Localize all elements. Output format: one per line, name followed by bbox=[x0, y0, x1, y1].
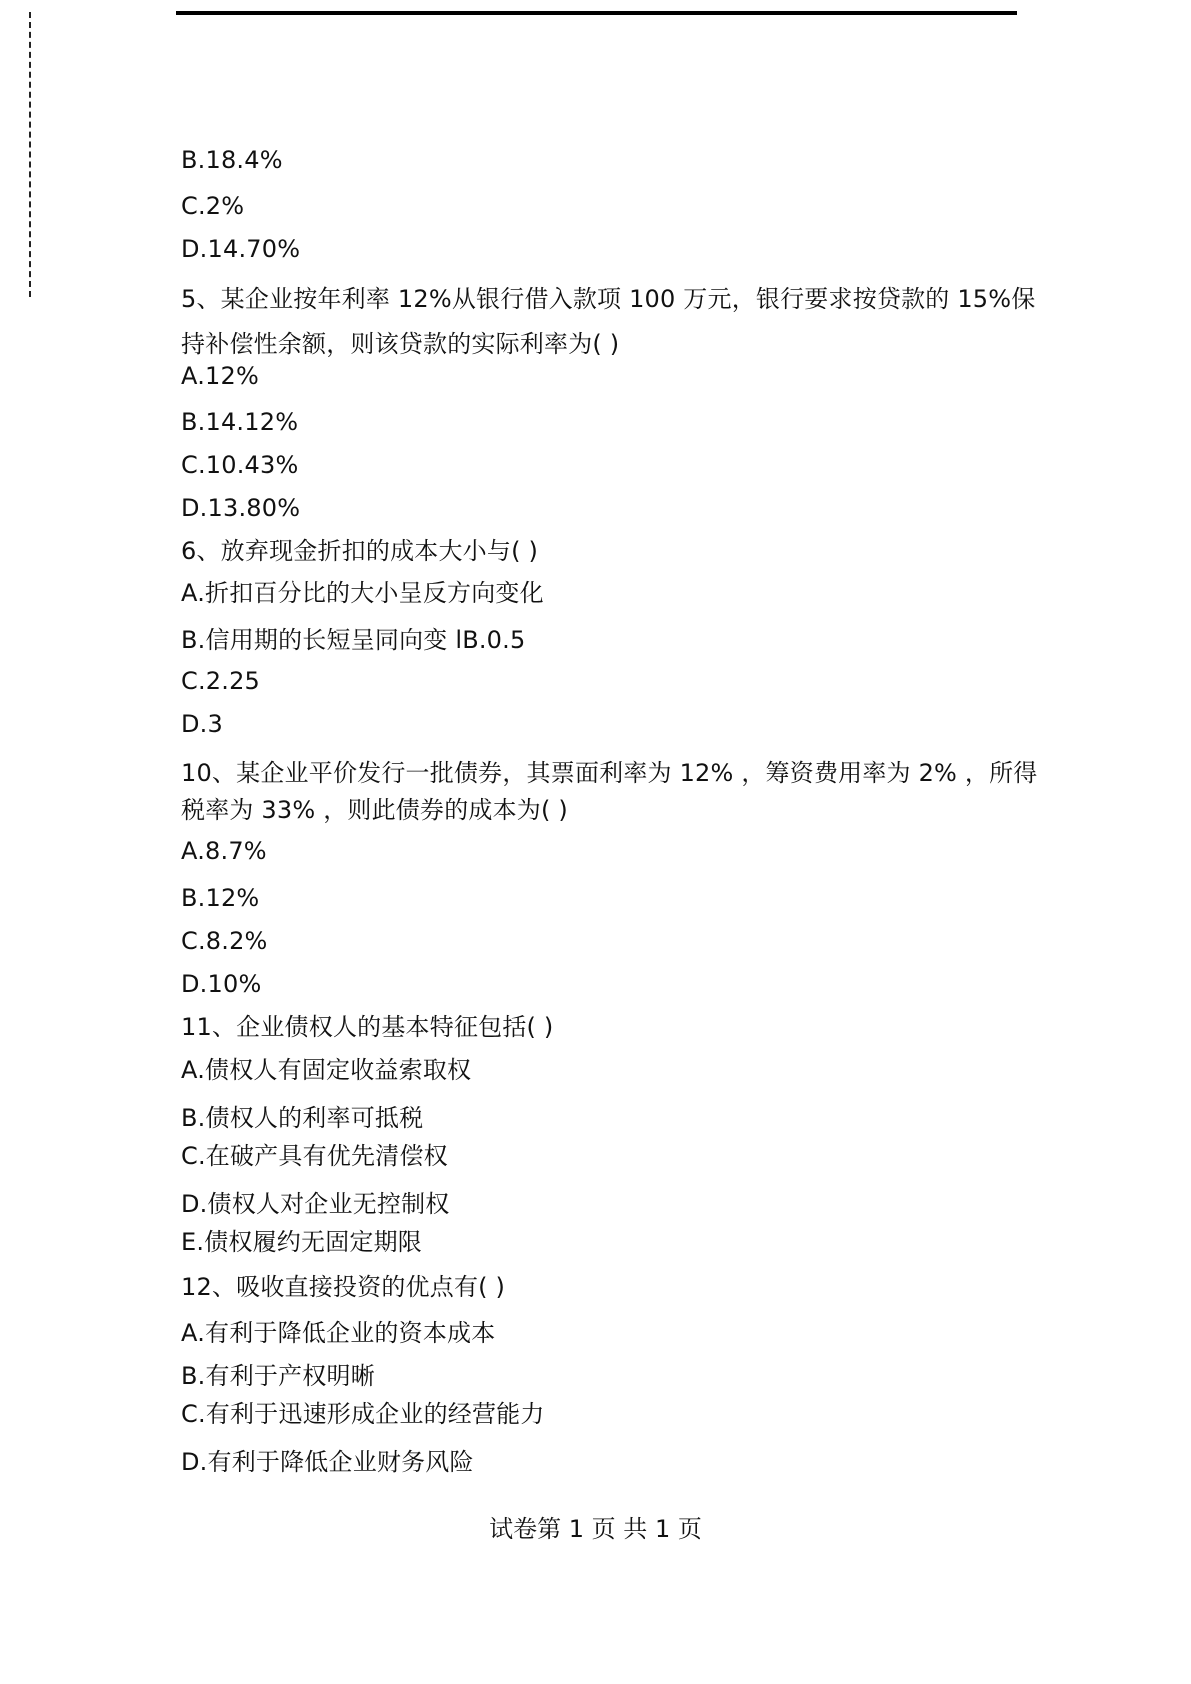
option-line: B.14.12% bbox=[181, 408, 299, 436]
page-footer: 试卷第 1 页 共 1 页 bbox=[489, 1515, 702, 1543]
option-line: B.18.4% bbox=[181, 146, 283, 174]
option-line: C.8.2% bbox=[181, 927, 268, 955]
option-line: B.债权人的利率可抵税 bbox=[181, 1104, 424, 1132]
option-line: A.12% bbox=[181, 362, 259, 390]
option-line: E.债权履约无固定期限 bbox=[181, 1228, 422, 1256]
option-line: A.折扣百分比的大小呈反方向变化 bbox=[181, 579, 544, 607]
option-line: A.债权人有固定收益索取权 bbox=[181, 1056, 472, 1084]
question-line: 税率为 33% ，则此债券的成本为( ) bbox=[181, 796, 568, 824]
question-line: 6、放弃现金折扣的成本大小与( ) bbox=[181, 537, 539, 565]
option-line: C.有利于迅速形成企业的经营能力 bbox=[181, 1400, 545, 1428]
option-line: A.有利于降低企业的资本成本 bbox=[181, 1319, 496, 1347]
option-line: D.14.70% bbox=[181, 235, 301, 263]
question-line: 11、企业债权人的基本特征包括( ) bbox=[181, 1013, 554, 1041]
binding-margin-line bbox=[29, 12, 31, 297]
header-rule bbox=[176, 11, 1017, 15]
question-line: 10、某企业平价发行一批债券，其票面利率为 12% ，筹资费用率为 2% ，所得 bbox=[181, 759, 1038, 787]
option-line: B.12% bbox=[181, 884, 260, 912]
option-line: B.信用期的长短呈同向变 lB.0.5 bbox=[181, 626, 526, 654]
option-line: D.10% bbox=[181, 970, 262, 998]
option-line: C.2% bbox=[181, 192, 245, 220]
question-line: 持补偿性余额，则该贷款的实际利率为( ) bbox=[181, 330, 620, 358]
option-line: D.3 bbox=[181, 710, 223, 738]
option-line: C.2.25 bbox=[181, 667, 261, 695]
option-line: D.有利于降低企业财务风险 bbox=[181, 1448, 474, 1476]
option-line: D.13.80% bbox=[181, 494, 301, 522]
option-line: C.在破产具有优先清偿权 bbox=[181, 1142, 448, 1170]
option-line: A.8.7% bbox=[181, 837, 267, 865]
option-line: D.债权人对企业无控制权 bbox=[181, 1190, 450, 1218]
question-line: 12、吸收直接投资的优点有( ) bbox=[181, 1273, 506, 1301]
question-line: 5、某企业按年利率 12%从银行借入款项 100 万元，银行要求按贷款的 15%保 bbox=[181, 285, 1036, 313]
option-line: C.10.43% bbox=[181, 451, 299, 479]
option-line: B.有利于产权明晰 bbox=[181, 1362, 375, 1390]
